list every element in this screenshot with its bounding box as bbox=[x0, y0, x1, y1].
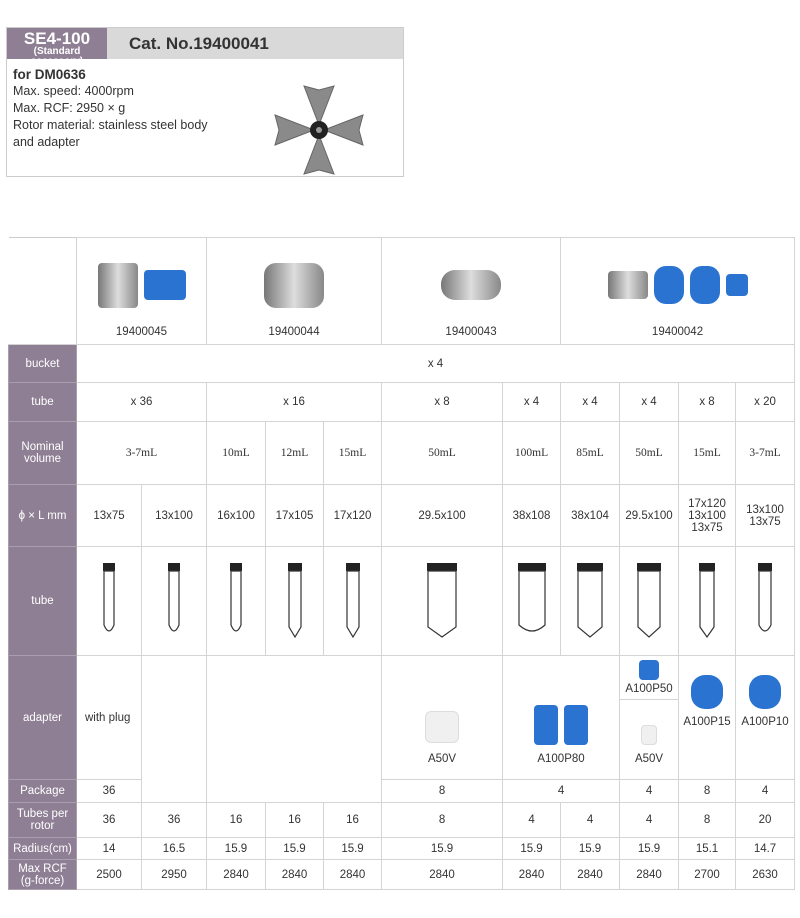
model-name: SE4-100 bbox=[23, 29, 91, 48]
conical-tube-icon bbox=[275, 559, 315, 641]
tube-dimensions: 13x100 bbox=[142, 485, 207, 547]
package-value: 8 bbox=[382, 780, 503, 803]
nominal-volume: 15mL bbox=[679, 422, 736, 485]
adapter-empty bbox=[142, 656, 207, 803]
model-badge bbox=[7, 28, 107, 67]
tube-icon-cell bbox=[266, 547, 324, 656]
catalog-number: Cat. No.19400041 bbox=[129, 33, 269, 53]
row-adapter bbox=[9, 656, 795, 700]
tube-count: x 8 bbox=[679, 383, 736, 422]
max-rcf-value: 2630 bbox=[736, 860, 795, 890]
label-radius: Radius(cm) bbox=[9, 838, 77, 860]
tube-count: x 4 bbox=[561, 383, 620, 422]
radius-value: 15.9 bbox=[207, 838, 266, 860]
tube-icon-cell bbox=[620, 547, 679, 656]
max-rcf-value: 2840 bbox=[561, 860, 620, 890]
tube-dimensions: 38x108 bbox=[503, 485, 561, 547]
nominal-volume: 50mL bbox=[382, 422, 503, 485]
tube-dimensions: 17x105 bbox=[266, 485, 324, 547]
tube-icon-cell bbox=[207, 547, 266, 656]
package-value: 36 bbox=[77, 780, 142, 803]
radius-value: 15.9 bbox=[266, 838, 324, 860]
rotor-header-card bbox=[6, 27, 404, 177]
round-tube-icon bbox=[512, 559, 552, 641]
max-rcf-value: 2840 bbox=[266, 860, 324, 890]
max-rcf-value: 2840 bbox=[324, 860, 382, 890]
bucket-19400044: 19400044 bbox=[207, 238, 382, 345]
row-package bbox=[9, 780, 795, 803]
max-rcf: Max. RCF: 2950 × g bbox=[13, 101, 126, 115]
tube-dimensions: 17x120 13x100 13x75 bbox=[679, 485, 736, 547]
nominal-volume: 85mL bbox=[561, 422, 620, 485]
label-package: Package bbox=[9, 780, 77, 803]
radius-value: 15.9 bbox=[561, 838, 620, 860]
tubes-per-rotor: 16 bbox=[324, 803, 382, 838]
nominal-volume: 100mL bbox=[503, 422, 561, 485]
tubes-per-rotor: 4 bbox=[561, 803, 620, 838]
tube-count: x 4 bbox=[503, 383, 561, 422]
tube-count: x 4 bbox=[620, 383, 679, 422]
radius-value: 15.9 bbox=[620, 838, 679, 860]
label-tube-image: tube bbox=[9, 547, 77, 656]
adapter-a50v: A50V bbox=[382, 656, 503, 780]
label-tube: tube bbox=[9, 383, 77, 422]
max-rcf-value: 2840 bbox=[207, 860, 266, 890]
max-speed: Max. speed: 4000rpm bbox=[13, 84, 134, 98]
max-rcf-value: 2700 bbox=[679, 860, 736, 890]
compatibility-table bbox=[8, 237, 795, 890]
tube-icon-cell bbox=[736, 547, 795, 656]
tube-icon-cell bbox=[561, 547, 620, 656]
material-line1: Rotor material: stainless steel body bbox=[13, 118, 208, 132]
row-tube-icons bbox=[9, 547, 795, 656]
label-dimensions: ϕ × L mm bbox=[9, 485, 77, 547]
adapter-empty-wide bbox=[207, 656, 382, 803]
conical-tube-icon bbox=[687, 559, 727, 641]
tube-icon-cell bbox=[679, 547, 736, 656]
max-rcf-value: 2950 bbox=[142, 860, 207, 890]
row-bucket bbox=[9, 345, 795, 383]
conical-tube-icon bbox=[629, 559, 669, 641]
adapter-a100p80: A100P80 bbox=[503, 656, 620, 780]
adapter-a100p10: A100P10 bbox=[736, 656, 795, 780]
tube-count: x 36 bbox=[77, 383, 207, 422]
radius-value: 14 bbox=[77, 838, 142, 860]
nominal-volume: 10mL bbox=[207, 422, 266, 485]
corner-cell bbox=[9, 238, 77, 345]
row-tube-count bbox=[9, 383, 795, 422]
radius-value: 15.9 bbox=[503, 838, 561, 860]
max-rcf-value: 2500 bbox=[77, 860, 142, 890]
tube-icon-cell bbox=[324, 547, 382, 656]
label-bucket: bucket bbox=[9, 345, 77, 383]
model-note: (Standard accessory) bbox=[30, 46, 84, 67]
tube-dimensions: 17x120 bbox=[324, 485, 382, 547]
nominal-volume: 3-7mL bbox=[77, 422, 207, 485]
bucket-count: x 4 bbox=[77, 345, 795, 383]
radius-value: 15.1 bbox=[679, 838, 736, 860]
max-rcf-value: 2840 bbox=[620, 860, 679, 890]
nominal-volume: 12mL bbox=[266, 422, 324, 485]
material-line2: and adapter bbox=[13, 135, 80, 149]
round-tube-icon bbox=[216, 559, 256, 641]
radius-value: 15.9 bbox=[324, 838, 382, 860]
label-max-rcf: Max RCF (g-force) bbox=[9, 860, 77, 890]
tube-dimensions: 13x100 13x75 bbox=[736, 485, 795, 547]
tubes-per-rotor: 16 bbox=[207, 803, 266, 838]
package-value: 4 bbox=[503, 780, 620, 803]
tubes-per-rotor: 20 bbox=[736, 803, 795, 838]
tube-icon-cell bbox=[503, 547, 561, 656]
tubes-per-rotor: 36 bbox=[77, 803, 142, 838]
nominal-volume: 3-7mL bbox=[736, 422, 795, 485]
tube-dimensions: 38x104 bbox=[561, 485, 620, 547]
compatible-model: for DM0636 bbox=[13, 67, 86, 82]
radius-value: 16.5 bbox=[142, 838, 207, 860]
radius-value: 15.9 bbox=[382, 838, 503, 860]
bucket-19400043: 19400043 bbox=[382, 238, 561, 345]
conical-tube-icon bbox=[333, 559, 373, 641]
row-dimensions bbox=[9, 485, 795, 547]
tube-dimensions: 29.5x100 bbox=[620, 485, 679, 547]
rotor-specs bbox=[13, 66, 208, 151]
nominal-volume: 50mL bbox=[620, 422, 679, 485]
adapter-a100p15: A100P15 bbox=[679, 656, 736, 780]
row-radius bbox=[9, 838, 795, 860]
tubes-per-rotor: 4 bbox=[503, 803, 561, 838]
label-adapter: adapter bbox=[9, 656, 77, 780]
bucket-19400042: 19400042 bbox=[561, 238, 795, 345]
adapter-with-plug: with plug bbox=[77, 656, 142, 780]
tube-icon-cell bbox=[142, 547, 207, 656]
tube-dimensions: 29.5x100 bbox=[382, 485, 503, 547]
tube-dimensions: 16x100 bbox=[207, 485, 266, 547]
adapter-a100p50: A100P50 bbox=[620, 656, 679, 700]
round-tube-icon bbox=[89, 559, 129, 641]
row-volume bbox=[9, 422, 795, 485]
nominal-volume: 15mL bbox=[324, 422, 382, 485]
tube-count: x 8 bbox=[382, 383, 503, 422]
label-nominal-volume: Nominal volume bbox=[9, 422, 77, 485]
package-value: 8 bbox=[679, 780, 736, 803]
package-value: 4 bbox=[736, 780, 795, 803]
row-max-rcf bbox=[9, 860, 795, 890]
adapter-a50v-small: A50V bbox=[620, 700, 679, 780]
conical-tube-icon bbox=[422, 559, 462, 641]
label-tubes-per-rotor: Tubes per rotor bbox=[9, 803, 77, 838]
round-tube-icon bbox=[745, 559, 785, 641]
tubes-per-rotor: 8 bbox=[382, 803, 503, 838]
tubes-per-rotor: 36 bbox=[142, 803, 207, 838]
package-value: 4 bbox=[620, 780, 679, 803]
max-rcf-value: 2840 bbox=[382, 860, 503, 890]
conical-tube-icon bbox=[570, 559, 610, 641]
rotor-image bbox=[269, 80, 369, 180]
round-tube-icon bbox=[154, 559, 194, 641]
tube-dimensions: 13x75 bbox=[77, 485, 142, 547]
row-tubes-per-rotor bbox=[9, 803, 795, 838]
tubes-per-rotor: 16 bbox=[266, 803, 324, 838]
tubes-per-rotor: 4 bbox=[620, 803, 679, 838]
tube-icon-cell bbox=[77, 547, 142, 656]
max-rcf-value: 2840 bbox=[503, 860, 561, 890]
tube-count: x 20 bbox=[736, 383, 795, 422]
tubes-per-rotor: 8 bbox=[679, 803, 736, 838]
tube-icon-cell bbox=[382, 547, 503, 656]
radius-value: 14.7 bbox=[736, 838, 795, 860]
tube-count: x 16 bbox=[207, 383, 382, 422]
bucket-19400045: 19400045 bbox=[77, 238, 207, 345]
